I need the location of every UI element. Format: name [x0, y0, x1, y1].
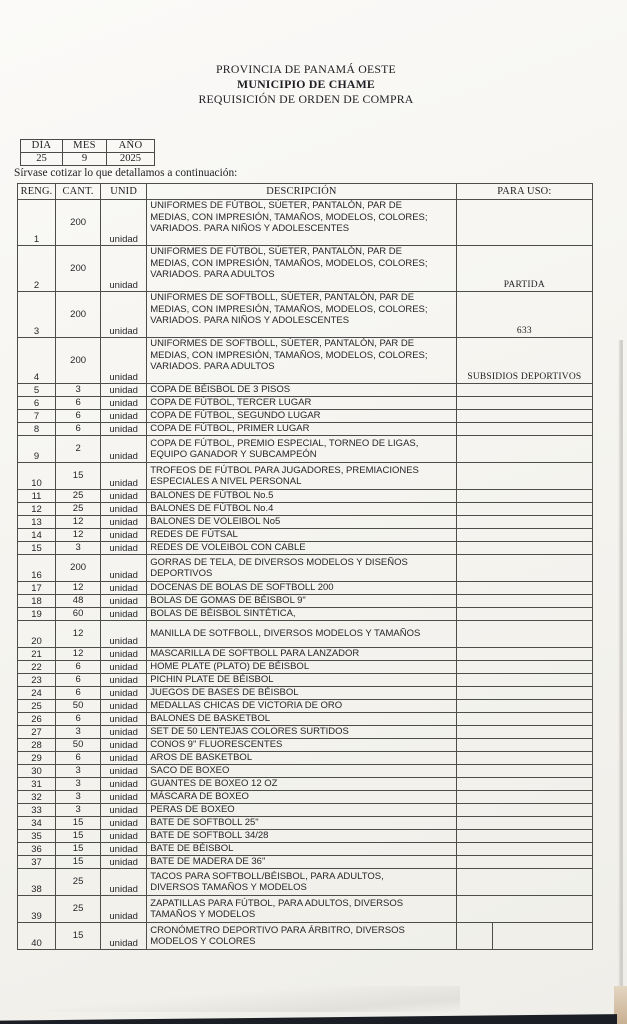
- cant-cell: 2: [56, 436, 101, 463]
- title-municipality: MUNICIPIO DE CHAME: [237, 77, 375, 91]
- desc-cell: SET DE 50 LENTEJAS COLORES SURTIDOS: [147, 726, 457, 739]
- requisition-row: [18, 830, 593, 843]
- requisition-row: [18, 595, 593, 608]
- unid-cell: unidad: [101, 246, 147, 292]
- uso-cell: [456, 555, 592, 582]
- desc-cell: BALONES DE VOLEIBOL No5: [147, 516, 457, 529]
- requisition-row: [18, 896, 593, 923]
- uso-cell: [456, 490, 592, 503]
- uso-cell: [456, 869, 592, 896]
- unid-cell: unidad: [101, 869, 147, 896]
- cant-cell: 25: [56, 503, 101, 516]
- date-header-year: AÑO: [107, 140, 155, 153]
- reng-cell: 25: [18, 700, 56, 713]
- paper-right-edge: [618, 340, 623, 1016]
- requisition-row: [18, 700, 593, 713]
- requisition-row: [18, 687, 593, 700]
- cant-cell: 12: [56, 648, 101, 661]
- uso-cell: [456, 778, 592, 791]
- desc-cell: MEDALLAS CHICAS DE VICTORIA DE ORO: [147, 700, 457, 713]
- uso-cell: [456, 503, 592, 516]
- desc-cell: UNIFORMES DE SOFTBOLL, SÚETER, PANTALÓN, PAR DE MEDIAS, CON IMPRESIÓN, TAMAÑOS, MODELOS, COLORES; VARIADOS. PARA NIÑOS Y ADOLESCENTES: [147, 292, 457, 338]
- desc-cell: CRONÓMETRO DEPORTIVO PARA ÁRBITRO, DIVERSOS MODELOS Y COLORES: [147, 923, 457, 950]
- unid-cell: unidad: [101, 463, 147, 490]
- desc-cell: HOME PLATE (PLATO) DE BÉISBOL: [147, 661, 457, 674]
- reng-cell: 28: [18, 739, 56, 752]
- desc-cell: GORRAS DE TELA, DE DIVERSOS MODELOS Y DISEÑOS DEPORTIVOS: [147, 555, 457, 582]
- desc-cell: BOLAS DE BÉISBOL SINTÉTICA,: [147, 608, 457, 621]
- requisition-row: [18, 490, 593, 503]
- scan-backdrop-bottom: [0, 1012, 617, 1024]
- uso-cell: [456, 463, 592, 490]
- uso-cell: [456, 542, 592, 555]
- reng-cell: 37: [18, 856, 56, 869]
- cant-cell: 50: [56, 700, 101, 713]
- reng-cell: 5: [18, 384, 56, 397]
- reng-cell: 21: [18, 648, 56, 661]
- uso-cell: [456, 687, 592, 700]
- date-header-day: DÍA: [21, 140, 63, 153]
- uso-cell: [456, 423, 592, 436]
- cant-cell: 200: [56, 292, 101, 338]
- reng-cell: 29: [18, 752, 56, 765]
- reng-cell: 13: [18, 516, 56, 529]
- cant-cell: 15: [56, 856, 101, 869]
- cant-cell: 3: [56, 384, 101, 397]
- reng-cell: 15: [18, 542, 56, 555]
- unid-cell: unidad: [101, 726, 147, 739]
- unid-cell: unidad: [101, 516, 147, 529]
- desc-cell: BALONES DE FÚTBOL No.5: [147, 490, 457, 503]
- reng-cell: 22: [18, 661, 56, 674]
- desc-cell: REDES DE VOLEIBOL CON CABLE: [147, 542, 457, 555]
- uso-cell: [456, 700, 592, 713]
- uso-cell: [456, 765, 592, 778]
- requisition-row: [18, 555, 593, 582]
- desc-cell: COPA DE FÚTBOL, PREMIO ESPECIAL, TORNEO DE LIGAS, EQUIPO GANADOR Y SUBCAMPEÓN: [147, 436, 457, 463]
- reng-cell: 38: [18, 869, 56, 896]
- desc-cell: COPA DE FÚTBOL, SEGUNDO LUGAR: [147, 410, 457, 423]
- unid-cell: unidad: [101, 923, 147, 950]
- cant-cell: 3: [56, 765, 101, 778]
- desc-cell: DOCENAS DE BOLAS DE SOFTBOLL 200: [147, 582, 457, 595]
- uso-cell: [456, 856, 592, 869]
- uso-cell: [456, 739, 592, 752]
- uso-cell: [456, 791, 592, 804]
- desc-cell: TACOS PARA SOFTBOLL/BÉISBOL, PARA ADULTOS, DIVERSOS TAMAÑOS Y MODELOS: [147, 869, 457, 896]
- reng-cell: 6: [18, 397, 56, 410]
- requisition-row: [18, 648, 593, 661]
- uso-cell: 633: [456, 292, 592, 338]
- unid-cell: unidad: [101, 397, 147, 410]
- desc-cell: BATE DE SOFTBOLL 25": [147, 817, 457, 830]
- cant-cell: 3: [56, 791, 101, 804]
- uso-cell: [456, 397, 592, 410]
- requisition-row: [18, 726, 593, 739]
- cant-cell: 200: [56, 338, 101, 384]
- unid-cell: unidad: [101, 595, 147, 608]
- requisition-header-row: [18, 184, 593, 200]
- unid-cell: unidad: [101, 490, 147, 503]
- unid-cell: unidad: [101, 739, 147, 752]
- desc-cell: REDES DE FÚTSAL: [147, 529, 457, 542]
- requisition-row: [18, 869, 593, 896]
- uso-cell-right: [492, 923, 592, 950]
- requisition-row: [18, 791, 593, 804]
- requisition-row: [18, 817, 593, 830]
- uso-cell: [456, 200, 592, 246]
- reng-cell: 31: [18, 778, 56, 791]
- requisition-row: [18, 804, 593, 817]
- reng-cell: 23: [18, 674, 56, 687]
- reng-cell: 19: [18, 608, 56, 621]
- unid-cell: unidad: [101, 896, 147, 923]
- date-value-row: [21, 153, 155, 166]
- unid-cell: unidad: [101, 700, 147, 713]
- unid-cell: unidad: [101, 661, 147, 674]
- desc-cell: GUANTES DE BOXEO 12 OZ: [147, 778, 457, 791]
- uso-cell: [456, 582, 592, 595]
- uso-cell: [456, 608, 592, 621]
- desc-cell: SACO DE BOXEO: [147, 765, 457, 778]
- cant-cell: 25: [56, 896, 101, 923]
- reng-cell: 4: [18, 338, 56, 384]
- desc-cell: PICHIN PLATE DE BÉISBOL: [147, 674, 457, 687]
- unid-cell: unidad: [101, 608, 147, 621]
- unid-cell: unidad: [101, 555, 147, 582]
- requisition-row: [18, 436, 593, 463]
- desc-cell: BOLAS DE GOMAS DE BÉISBOL 9": [147, 595, 457, 608]
- desc-cell: ZAPATILLAS PARA FÚTBOL, PARA ADULTOS, DIVERSOS TAMAÑOS Y MODELOS: [147, 896, 457, 923]
- uso-cell: [456, 830, 592, 843]
- cant-cell: 3: [56, 804, 101, 817]
- cant-cell: 6: [56, 674, 101, 687]
- date-value-month: 9: [63, 153, 107, 166]
- uso-cell: [456, 436, 592, 463]
- date-table: [20, 139, 155, 166]
- reng-cell: 35: [18, 830, 56, 843]
- unid-cell: unidad: [101, 503, 147, 516]
- reng-cell: 26: [18, 713, 56, 726]
- unid-cell: unidad: [101, 791, 147, 804]
- cant-cell: 15: [56, 843, 101, 856]
- unid-cell: unidad: [101, 752, 147, 765]
- requisition-row: [18, 843, 593, 856]
- requisition-row: [18, 621, 593, 648]
- cant-cell: 15: [56, 817, 101, 830]
- date-header-month: MES: [63, 140, 107, 153]
- reng-cell: 11: [18, 490, 56, 503]
- uso-cell: [456, 817, 592, 830]
- cant-cell: 3: [56, 778, 101, 791]
- cant-cell: 6: [56, 423, 101, 436]
- desc-cell: BATE DE SOFTBOLL 34/28: [147, 830, 457, 843]
- title-document-type: REQUISICIÓN DE ORDEN DE COMPRA: [198, 92, 414, 106]
- reng-cell: 27: [18, 726, 56, 739]
- unid-cell: unidad: [101, 648, 147, 661]
- requisition-row: [18, 384, 593, 397]
- desc-cell: MANILLA DE SOTFBOLL, DIVERSOS MODELOS Y TAMAÑOS: [147, 621, 457, 648]
- requisition-row: [18, 752, 593, 765]
- reng-cell: 34: [18, 817, 56, 830]
- uso-cell: [456, 529, 592, 542]
- unid-cell: unidad: [101, 817, 147, 830]
- reng-cell: 1: [18, 200, 56, 246]
- requisition-row: [18, 503, 593, 516]
- unid-cell: unidad: [101, 423, 147, 436]
- unid-cell: unidad: [101, 674, 147, 687]
- requisition-row: [18, 516, 593, 529]
- uso-cell: [456, 713, 592, 726]
- uso-cell: [456, 674, 592, 687]
- unid-cell: unidad: [101, 384, 147, 397]
- reng-cell: 10: [18, 463, 56, 490]
- requisition-row: [18, 200, 593, 246]
- cant-cell: 12: [56, 582, 101, 595]
- reng-cell: 39: [18, 896, 56, 923]
- cant-cell: 6: [56, 661, 101, 674]
- document-header: [0, 62, 612, 107]
- unid-cell: unidad: [101, 843, 147, 856]
- requisition-row: [18, 713, 593, 726]
- unid-cell: unidad: [101, 778, 147, 791]
- unid-cell: unidad: [101, 529, 147, 542]
- reng-cell: 9: [18, 436, 56, 463]
- requisition-row: [18, 778, 593, 791]
- reng-cell: 2: [18, 246, 56, 292]
- reng-cell: 33: [18, 804, 56, 817]
- desc-cell: BALONES DE FÚTBOL No.4: [147, 503, 457, 516]
- requisition-row: [18, 529, 593, 542]
- requisition-row: [18, 338, 593, 384]
- desc-cell: CONOS 9" FLUORESCENTES: [147, 739, 457, 752]
- cant-cell: 6: [56, 397, 101, 410]
- cant-cell: 6: [56, 713, 101, 726]
- unid-cell: unidad: [101, 542, 147, 555]
- cant-cell: 6: [56, 687, 101, 700]
- requisition-row: [18, 739, 593, 752]
- cant-cell: 25: [56, 869, 101, 896]
- uso-cell-left: [456, 923, 492, 950]
- unid-cell: unidad: [101, 436, 147, 463]
- requisition-row: [18, 397, 593, 410]
- reng-cell: 24: [18, 687, 56, 700]
- cant-cell: 15: [56, 830, 101, 843]
- uso-cell: [456, 843, 592, 856]
- desc-cell: COPA DE BÉISBOL DE 3 PISOS: [147, 384, 457, 397]
- column-header-reng: RENG.: [18, 184, 56, 200]
- reng-cell: 17: [18, 582, 56, 595]
- requisition-row: [18, 923, 593, 950]
- uso-cell: [456, 752, 592, 765]
- desc-cell: JUEGOS DE BASES DE BÉISBOL: [147, 687, 457, 700]
- column-header-cant: CANT.: [56, 184, 101, 200]
- requisition-row: [18, 661, 593, 674]
- column-header-uso: PARA USO:: [456, 184, 592, 200]
- cant-cell: 6: [56, 410, 101, 423]
- uso-cell: SUBSIDIOS DEPORTIVOS: [456, 338, 592, 384]
- title-province: PROVINCIA DE PANAMÁ OESTE: [216, 62, 396, 76]
- unid-cell: unidad: [101, 830, 147, 843]
- requisition-row: [18, 292, 593, 338]
- desc-cell: UNIFORMES DE SOFTBOLL, SÚETER, PANTALÓN, PAR DE MEDIAS, CON IMPRESIÓN, TAMAÑOS, MODELOS, COLORES; VARIADOS. PARA ADULTOS: [147, 338, 457, 384]
- uso-cell: [456, 621, 592, 648]
- desc-cell: BALONES DE BASKETBOL: [147, 713, 457, 726]
- unid-cell: unidad: [101, 856, 147, 869]
- reng-cell: 12: [18, 503, 56, 516]
- uso-cell: [456, 384, 592, 397]
- desc-cell: AROS DE BASKETBOL: [147, 752, 457, 765]
- desc-cell: MÁSCARA DE BOXEO: [147, 791, 457, 804]
- reng-cell: 7: [18, 410, 56, 423]
- uso-cell: [456, 516, 592, 529]
- unid-cell: unidad: [101, 713, 147, 726]
- requisition-row: [18, 674, 593, 687]
- cant-cell: 200: [56, 555, 101, 582]
- requisition-row: [18, 582, 593, 595]
- uso-cell: [456, 804, 592, 817]
- desc-cell: MASCARILLA DE SOFTBOLL PARA LANZADOR: [147, 648, 457, 661]
- cant-cell: 12: [56, 516, 101, 529]
- cant-cell: 6: [56, 752, 101, 765]
- desc-cell: BATE DE MADERA DE 36": [147, 856, 457, 869]
- reng-cell: 40: [18, 923, 56, 950]
- uso-cell: [456, 648, 592, 661]
- date-value-year: 2025: [107, 153, 155, 166]
- uso-cell: [456, 410, 592, 423]
- requisition-row: [18, 410, 593, 423]
- unid-cell: unidad: [101, 765, 147, 778]
- uso-cell: PARTIDA: [456, 246, 592, 292]
- unid-cell: unidad: [101, 804, 147, 817]
- date-value-day: 25: [21, 153, 63, 166]
- cant-cell: 3: [56, 726, 101, 739]
- reng-cell: 36: [18, 843, 56, 856]
- date-header-row: [21, 140, 155, 153]
- desc-cell: PERAS DE BOXEO: [147, 804, 457, 817]
- cant-cell: 15: [56, 463, 101, 490]
- column-header-desc: DESCRIPCIÓN: [147, 184, 457, 200]
- reng-cell: 14: [18, 529, 56, 542]
- cant-cell: 15: [56, 923, 101, 950]
- requisition-row: [18, 423, 593, 436]
- intro-text: Sírvase cotizar lo que detallamos a continuación:: [14, 167, 238, 179]
- reng-cell: 18: [18, 595, 56, 608]
- desc-cell: BATE DE BÉISBOL: [147, 843, 457, 856]
- reng-cell: 8: [18, 423, 56, 436]
- desc-cell: UNIFORMES DE FÚTBOL, SÚETER, PANTALÓN, PAR DE MEDIAS, CON IMPRESIÓN, TAMAÑOS, MODELOS, COLORES; VARIADOS. PARA NIÑOS Y ADOLESCENTES: [147, 200, 457, 246]
- cant-cell: 3: [56, 542, 101, 555]
- uso-cell: [456, 896, 592, 923]
- unid-cell: unidad: [101, 621, 147, 648]
- unid-cell: unidad: [101, 687, 147, 700]
- cant-cell: 200: [56, 246, 101, 292]
- unid-cell: unidad: [101, 200, 147, 246]
- requisition-table: [17, 183, 593, 950]
- requisition-row: [18, 608, 593, 621]
- cant-cell: 48: [56, 595, 101, 608]
- reng-cell: 16: [18, 555, 56, 582]
- desc-cell: COPA DE FÚTBOL, TERCER LUGAR: [147, 397, 457, 410]
- cant-cell: 25: [56, 490, 101, 503]
- requisition-row: [18, 765, 593, 778]
- uso-cell: [456, 595, 592, 608]
- requisition-row: [18, 246, 593, 292]
- requisition-row: [18, 856, 593, 869]
- paper-crease-shadow: [0, 986, 460, 1012]
- cant-cell: 200: [56, 200, 101, 246]
- desc-cell: UNIFORMES DE FÚTBOL, SÚETER, PANTALÓN, PAR DE MEDIAS, CON IMPRESIÓN, TAMAÑOS, MODELOS, COLORES; VARIADOS. PARA ADULTOS: [147, 246, 457, 292]
- unid-cell: unidad: [101, 292, 147, 338]
- reng-cell: 20: [18, 621, 56, 648]
- requisition-row: [18, 542, 593, 555]
- cant-cell: 12: [56, 621, 101, 648]
- unid-cell: unidad: [101, 410, 147, 423]
- column-header-unid: UNID: [101, 184, 147, 200]
- requisition-row: [18, 463, 593, 490]
- cant-cell: 50: [56, 739, 101, 752]
- reng-cell: 32: [18, 791, 56, 804]
- desc-cell: TROFEOS DE FÚTBOL PARA JUGADORES, PREMIACIONES ESPECIALES A NIVEL PERSONAL: [147, 463, 457, 490]
- unid-cell: unidad: [101, 582, 147, 595]
- uso-cell: [456, 726, 592, 739]
- unid-cell: unidad: [101, 338, 147, 384]
- cant-cell: 12: [56, 529, 101, 542]
- reng-cell: 30: [18, 765, 56, 778]
- desc-cell: COPA DE FÚTBOL, PRIMER LUGAR: [147, 423, 457, 436]
- uso-cell: [456, 661, 592, 674]
- reng-cell: 3: [18, 292, 56, 338]
- cant-cell: 60: [56, 608, 101, 621]
